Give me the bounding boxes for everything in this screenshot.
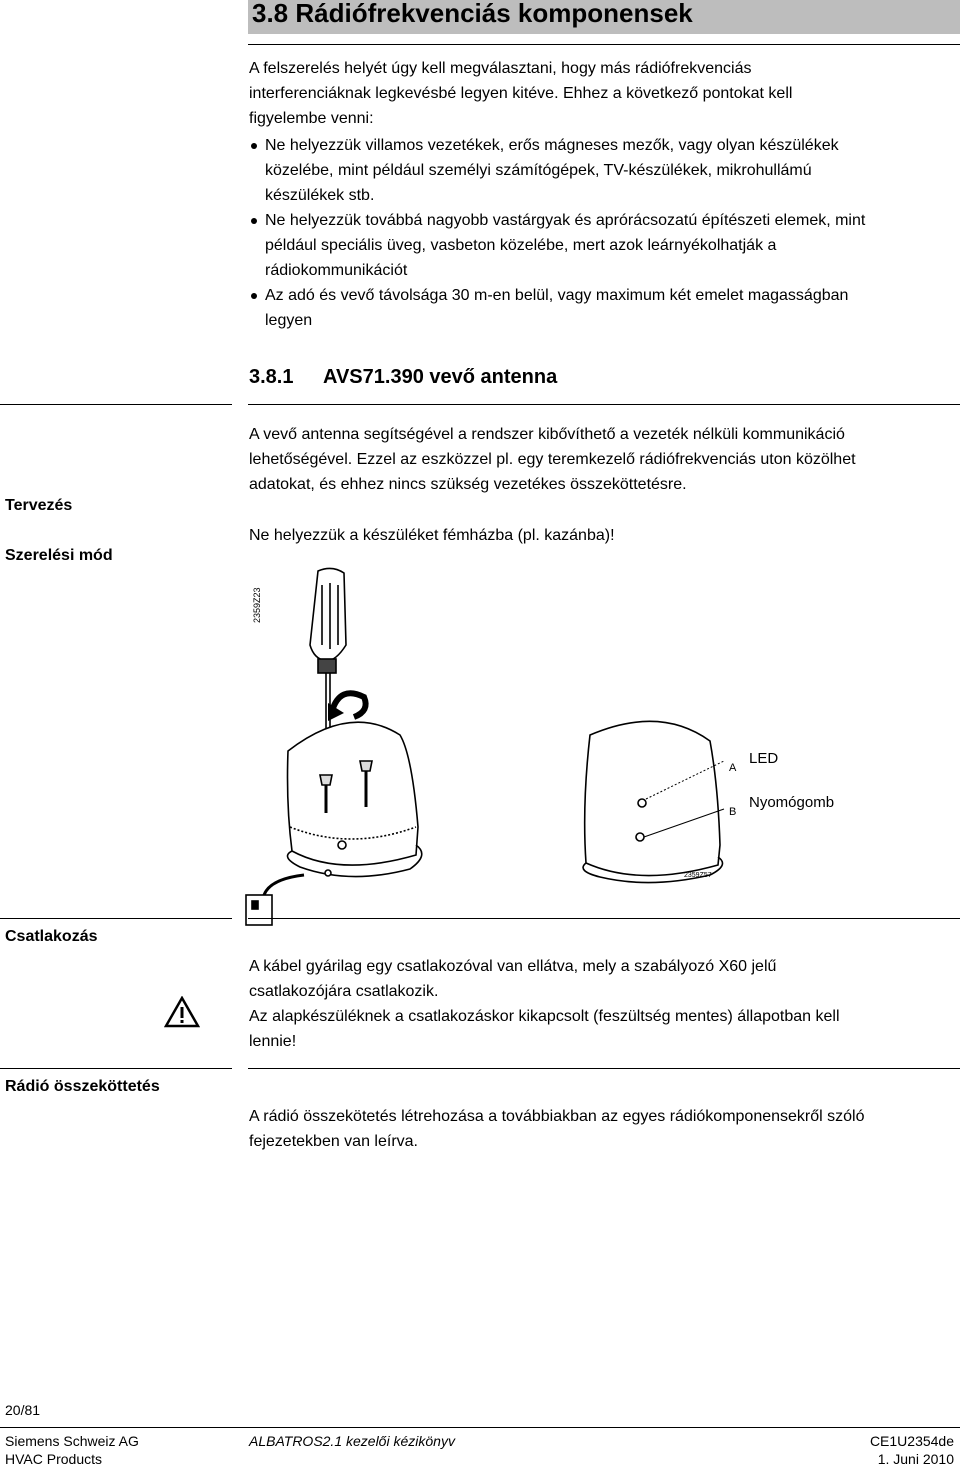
section-title: AVS71.390 vevő antenna <box>323 366 558 388</box>
legend-led: LED <box>749 750 779 767</box>
section-number: 3.8.1 <box>249 366 294 388</box>
section-divider-right <box>248 404 960 405</box>
footer-doc-id: CE1U2354de <box>869 1433 954 1449</box>
divider-left <box>0 1068 232 1069</box>
intro-line: figyelembe venni: <box>249 110 374 127</box>
guideline-list <box>249 133 954 333</box>
footer-manual: ALBATROS2.1 kezelői kézikönyv <box>249 1433 455 1449</box>
footer-division: HVAC Products <box>5 1451 102 1467</box>
divider-right <box>248 1068 960 1069</box>
side-label-connection: Csatlakozás <box>5 928 98 945</box>
legend-pushbutton: Nyomógomb <box>749 794 835 811</box>
figure-code-right: 2359Z57 <box>684 872 712 879</box>
page-title: 3.8 Rádiófrekvenciás komponensek <box>248 0 960 34</box>
warning-triangle-icon <box>164 996 200 1028</box>
side-label-mounting: Szerelési mód <box>5 547 113 564</box>
divider-right <box>248 918 960 919</box>
connection-description: A kábel gyárilag egy csatlakozóval van ellátva, mely a szabályozó X60 jelű csatlakozójára csatlakozik. Az alapkészüléknek a csatlakozáskor kikapcsolt (feszültség mentes) állapotban kell lennie! <box>249 958 840 1050</box>
side-label-radio: Rádió összeköttetés <box>5 1078 160 1095</box>
divider-left <box>0 918 232 919</box>
label-b: B <box>729 806 737 818</box>
intro-line: interferenciáknak legkevésbé legyen kitéve. Ehhez a következő pontokat kell <box>249 85 793 102</box>
list-item: Ne helyezzük továbbá nagyobb vastárgyak és aprórácsozatú építészeti elemek, mint például speciális üveg, vasbeton közelébe, mert azok leárnyékolhatják a rádiokommunikációt <box>249 208 954 283</box>
page-number: 20/81 <box>5 1402 41 1418</box>
metal-housing-warning: Ne helyezzük a készüléket fémházba (pl. kazánba)! <box>249 527 615 544</box>
intro-paragraph <box>249 56 949 131</box>
section-divider-left <box>0 404 232 405</box>
footer-divider <box>0 1427 960 1428</box>
footer-date: 1. Juni 2010 <box>877 1451 954 1467</box>
antenna-housing-open <box>288 722 422 876</box>
intro-line: A felszerelés helyét úgy kell megválasztani, hogy más rádiófrekvenciás <box>249 60 752 77</box>
footer-company: Siemens Schweiz AG <box>5 1433 139 1449</box>
list-item: Az adó és vevő távolsága 30 m-en belül, vagy maximum két emelet magasságban legyen <box>249 283 954 333</box>
list-item: Ne helyezzük villamos vezetékek, erős mágneses mezők, vagy olyan készülékek közelébe, mint például személyi számítógépek, TV-készülékek, mikrohullámú készülékek stb. <box>249 133 954 208</box>
section-heading <box>249 366 557 389</box>
label-a: A <box>729 762 737 774</box>
mounting-illustration <box>240 565 800 935</box>
antenna-description: A vevő antenna segítségével a rendszer kibővíthető a vezeték nélküli kommunikáció lehetőségével. Ezzel az eszközzel pl. egy teremkezelő rádiófrekvenciás uton közölhet adatokat, és ehhez nincs szükség vezetékes összeköttetésre. <box>249 426 856 493</box>
side-label-planning: Tervezés <box>5 497 73 514</box>
figure-code-left: 2359Z23 <box>252 587 262 623</box>
radio-description: A rádió összekötetés létrehozása a továbbiakban az egyes rádiókomponensekről szóló fejezetekben van leírva. <box>249 1108 865 1150</box>
antenna-housing-closed <box>583 721 724 882</box>
title-divider <box>248 44 960 45</box>
